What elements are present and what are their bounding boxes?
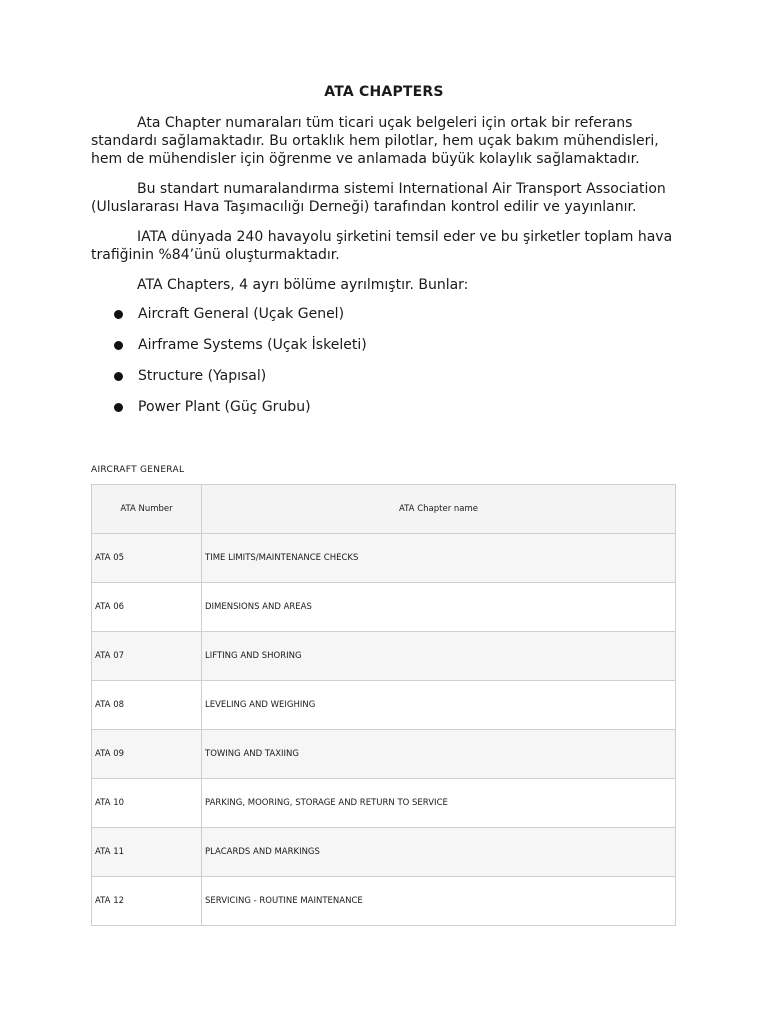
table-row [92, 828, 676, 877]
chapter-name-cell: PARKING, MOORING, STORAGE AND RETURN TO SERVICE [202, 779, 676, 828]
bullet-icon [114, 403, 123, 412]
table-row [92, 583, 676, 632]
chapter-name-cell: SERVICING - ROUTINE MAINTENANCE [202, 877, 676, 926]
ata-number-cell: ATA 07 [92, 632, 202, 681]
chapter-name-cell: LEVELING AND WEIGHING [202, 681, 676, 730]
table-header-row [92, 485, 676, 534]
table-row [92, 632, 676, 681]
column-header-chapter-name: ATA Chapter name [202, 485, 676, 534]
bullet-icon [114, 372, 123, 381]
list-item-text: Structure (Yapısal) [138, 368, 267, 384]
paragraph-3-text: IATA dünyada 240 havayolu şirketini temsil eder ve bu şirketler toplam hava trafiğinin %84’ünü oluşturmaktadır. [91, 229, 673, 263]
ata-number-cell: ATA 08 [92, 681, 202, 730]
list-item [91, 398, 681, 429]
ata-number-cell: ATA 09 [92, 730, 202, 779]
list-item-text: Power Plant (Güç Grubu) [138, 399, 311, 415]
table-row [92, 730, 676, 779]
ata-number-cell: ATA 06 [92, 583, 202, 632]
chapter-name-cell: TIME LIMITS/MAINTENANCE CHECKS [202, 534, 676, 583]
chapter-name-cell: DIMENSIONS AND AREAS [202, 583, 676, 632]
ata-table [91, 484, 676, 926]
column-header-ata-number: ATA Number [92, 485, 202, 534]
table-row [92, 534, 676, 583]
ata-number-cell: ATA 10 [92, 779, 202, 828]
paragraph-1-text: Ata Chapter numaraları tüm ticari uçak belgeleri için ortak bir referans standardı sağlamaktadır. Bu ortaklık hem pilotlar, hem uçak bakım mühendisleri, hem de mühendisler için öğrenme ve anlamada büyük kolaylık sağlamaktadır. [91, 115, 659, 167]
bullet-list [91, 305, 681, 429]
paragraph-1 [91, 114, 681, 168]
bullet-icon [114, 341, 123, 350]
ata-number-cell: ATA 11 [92, 828, 202, 877]
bullet-icon [114, 310, 123, 319]
table-row [92, 681, 676, 730]
list-item [91, 336, 681, 367]
list-item-text: Aircraft General (Uçak Genel) [138, 306, 345, 322]
list-item [91, 305, 681, 336]
ata-number-cell: ATA 12 [92, 877, 202, 926]
page-title: ATA CHAPTERS [324, 84, 444, 100]
list-item-text: Airframe Systems (Uçak İskeleti) [138, 337, 367, 353]
section-label: AIRCRAFT GENERAL [91, 465, 185, 475]
table-row [92, 779, 676, 828]
paragraph-3 [91, 228, 681, 264]
chapter-name-cell: PLACARDS AND MARKINGS [202, 828, 676, 877]
paragraph-2-text: Bu standart numaralandırma sistemi International Air Transport Association (Uluslararası Hava Taşımacılığı Derneği) tarafından kontrol edilir ve yayınlanır. [91, 181, 666, 215]
paragraph-2 [91, 180, 681, 216]
table-row [92, 877, 676, 926]
chapter-name-cell: TOWING AND TAXIING [202, 730, 676, 779]
paragraph-4 [91, 276, 681, 294]
ata-number-cell: ATA 05 [92, 534, 202, 583]
paragraph-4-text: ATA Chapters, 4 ayrı bölüme ayrılmıştır. Bunlar: [137, 277, 469, 293]
chapter-name-cell: LIFTING AND SHORING [202, 632, 676, 681]
list-item [91, 367, 681, 398]
